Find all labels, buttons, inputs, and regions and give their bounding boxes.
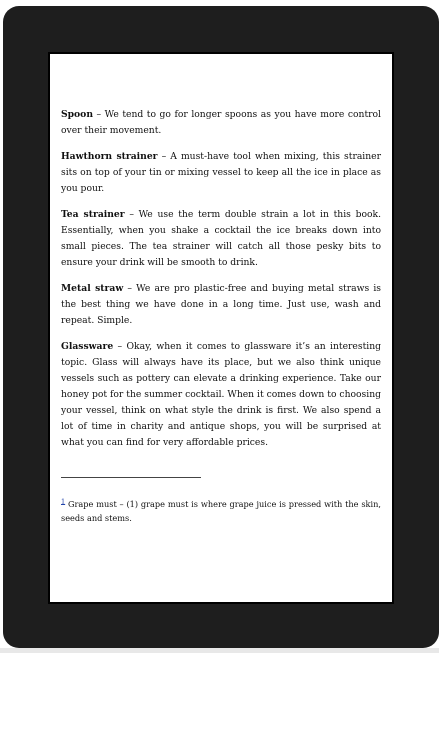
paragraph-hawthorn-strainer — [61, 149, 381, 197]
paragraph-tea-strainer — [61, 207, 381, 271]
paragraph-spoon — [61, 107, 381, 139]
term-description: – A must-have tool when mixing, this strainer sits on top of your tin or mixing vessel to keep all the ice in place as you pour. — [61, 151, 381, 194]
footnote-text: Grape must – (1) grape must is where grape juice is pressed with the skin, seeds and stems. — [61, 499, 381, 523]
footnote — [61, 497, 381, 525]
term-label: Hawthorn strainer — [61, 151, 158, 162]
term-description: – We tend to go for longer spoons as you have more control over their movement. — [61, 109, 381, 136]
term-label: Metal straw — [61, 283, 124, 294]
page-content — [61, 107, 381, 533]
ereader-screen[interactable] — [48, 52, 394, 604]
term-label: Spoon — [61, 109, 93, 120]
device-bottom-edge — [0, 648, 439, 653]
paragraph-glassware — [61, 339, 381, 451]
term-description: – Okay, when it comes to glassware it’s an interesting topic. Glass will always have its place, but we also think unique vessels such as pottery can elevate a drinking experience. Take our honey pot for the summer cocktail. When it comes down to choosing your vessel, think on what style the drink is first. We also spend a lot of time in charity and antique shops, you will be surprised at what you can find for very affordable prices. — [61, 341, 381, 448]
paragraph-metal-straw — [61, 281, 381, 329]
term-description: – We are pro plastic-free and buying metal straws is the best thing we have done in a long time. Just use, wash and repeat. Simple. — [61, 283, 381, 326]
term-description: – We use the term double strain a lot in this book. Essentially, when you shake a cocktail the ice breaks down into small pieces. The tea strainer will catch all those pesky bits to ensure your drink will be smooth to drink. — [61, 209, 381, 268]
footnote-divider — [61, 477, 201, 478]
term-label: Glassware — [61, 341, 114, 352]
term-label: Tea strainer — [61, 209, 125, 220]
footnote-reference-link[interactable]: 1 — [61, 497, 66, 506]
